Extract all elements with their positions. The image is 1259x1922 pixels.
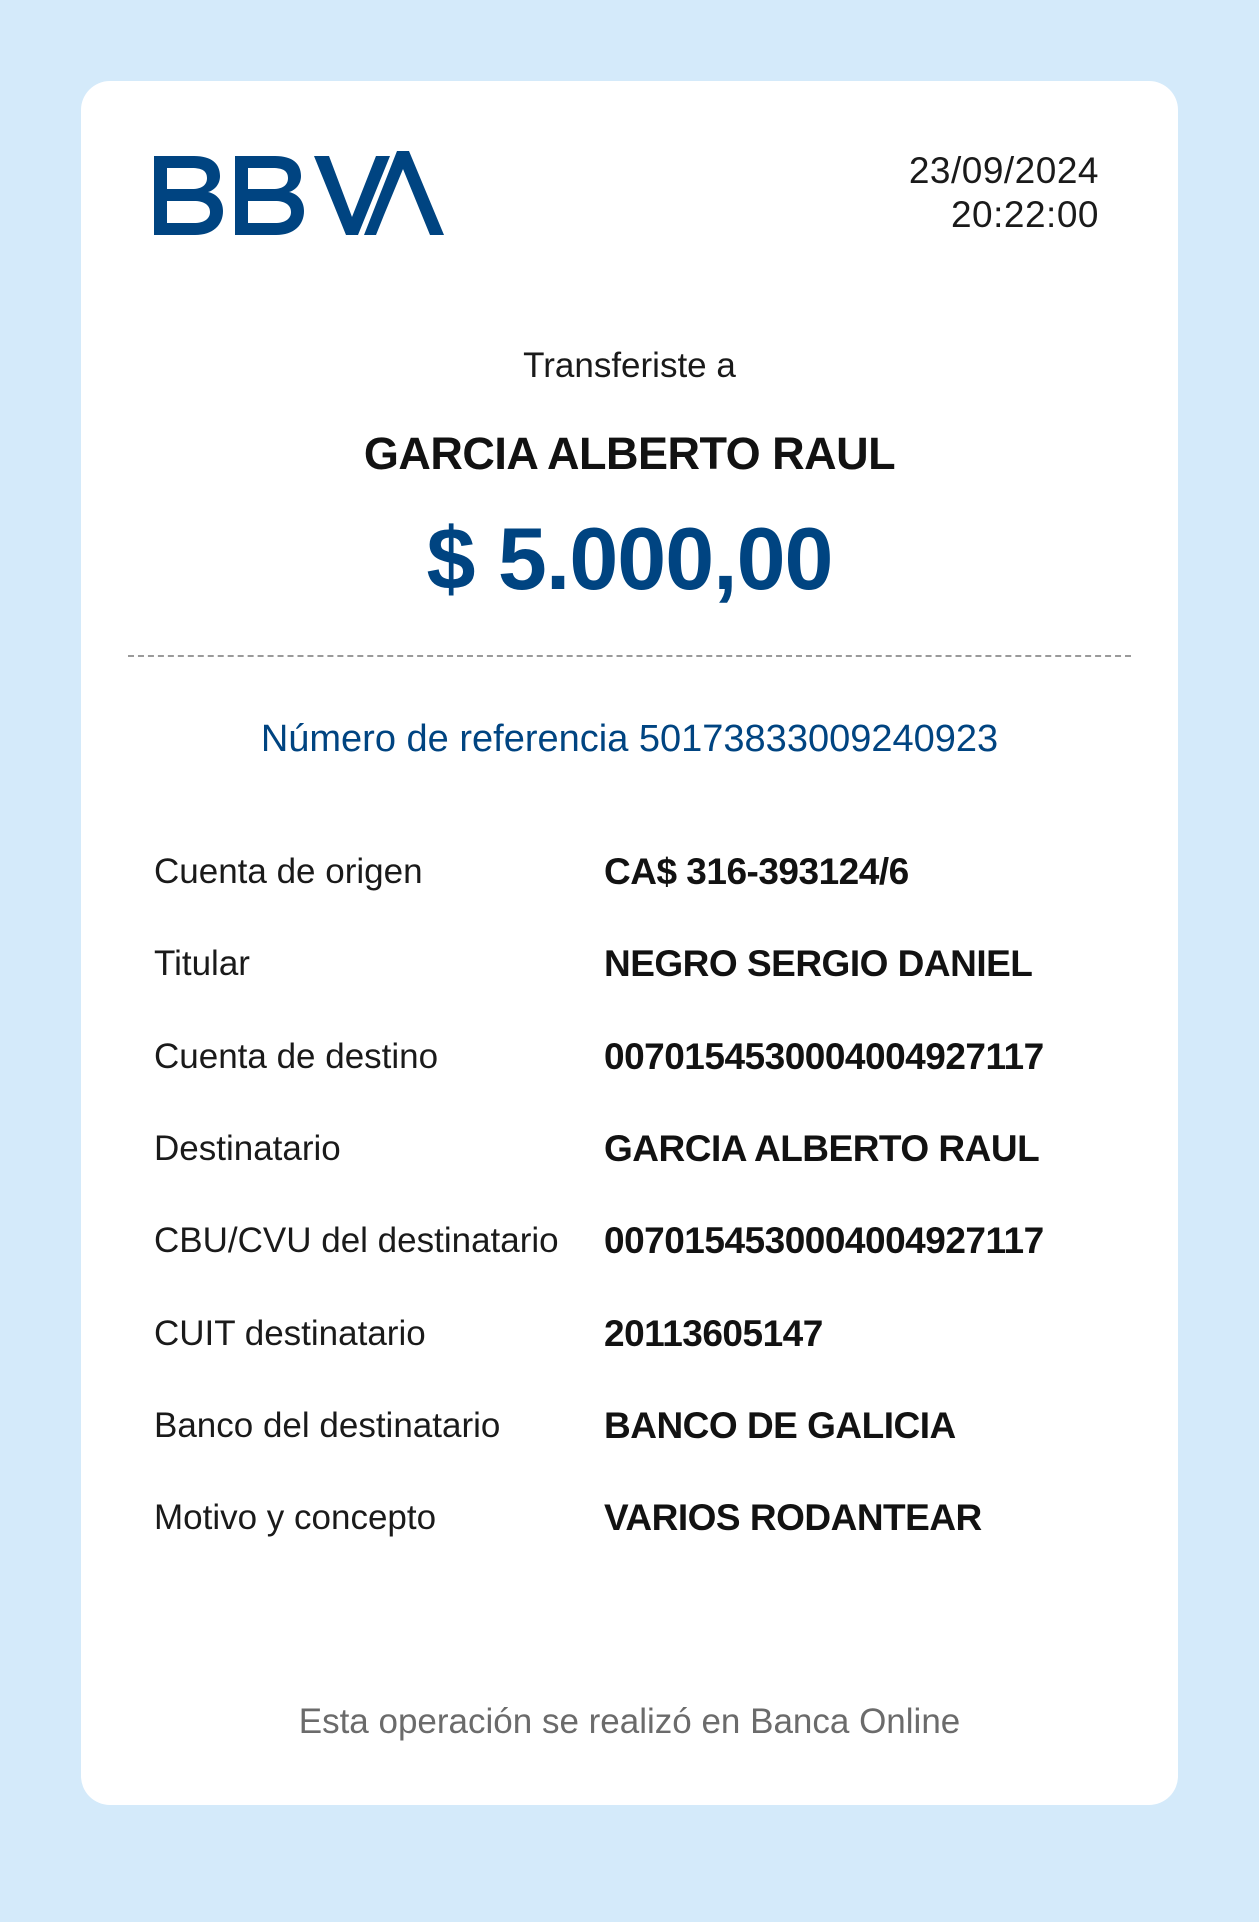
detail-value: 20113605147 bbox=[604, 1312, 823, 1354]
transaction-time: 20:22:00 bbox=[950, 194, 1099, 235]
reference-number: Número de referencia 50173833009240923 bbox=[260, 718, 999, 760]
bbva-logo bbox=[154, 151, 444, 241]
detail-label: Banco del destinatario bbox=[154, 1405, 501, 1445]
detail-label: Destinatario bbox=[154, 1129, 341, 1169]
receipt-card bbox=[81, 81, 1178, 1805]
detail-label: CUIT destinatario bbox=[154, 1313, 426, 1353]
detail-label: Motivo y concepto bbox=[154, 1498, 437, 1538]
detail-value: 0070154530004004927117 bbox=[604, 1220, 1044, 1262]
detail-row-cuit bbox=[154, 1287, 1104, 1379]
detail-label: Titular bbox=[154, 944, 250, 984]
transaction-datetime bbox=[909, 149, 1099, 237]
details-list bbox=[154, 826, 1104, 1564]
transfer-label: Transferiste a bbox=[523, 346, 736, 385]
detail-value: BANCO DE GALICIA bbox=[604, 1404, 956, 1446]
detail-row-recipient bbox=[154, 1103, 1104, 1195]
detail-label: CBU/CVU del destinatario bbox=[154, 1221, 559, 1261]
detail-row-reason bbox=[154, 1472, 1104, 1564]
transfer-amount: $ 5.000,00 bbox=[426, 509, 833, 608]
detail-value: 0070154530004004927117 bbox=[604, 1035, 1044, 1077]
detail-value: NEGRO SERGIO DANIEL bbox=[604, 943, 1033, 985]
detail-value: VARIOS RODANTEAR bbox=[604, 1497, 982, 1539]
detail-value: GARCIA ALBERTO RAUL bbox=[604, 1128, 1040, 1170]
dashed-divider bbox=[128, 655, 1131, 657]
detail-value: CA$ 316-393124/6 bbox=[604, 851, 909, 893]
detail-label: Cuenta de origen bbox=[154, 852, 423, 892]
detail-row-cbu-cvu bbox=[154, 1195, 1104, 1287]
detail-row-destination-account bbox=[154, 1011, 1104, 1103]
footer-note: Esta operación se realizó en Banca Online bbox=[298, 1702, 961, 1741]
recipient-name: GARCIA ALBERTO RAUL bbox=[363, 428, 896, 479]
detail-label: Cuenta de destino bbox=[154, 1036, 439, 1076]
transaction-date: 23/09/2024 bbox=[908, 150, 1099, 191]
detail-row-holder bbox=[154, 918, 1104, 1010]
detail-row-origin-account bbox=[154, 826, 1104, 918]
detail-row-recipient-bank bbox=[154, 1380, 1104, 1472]
